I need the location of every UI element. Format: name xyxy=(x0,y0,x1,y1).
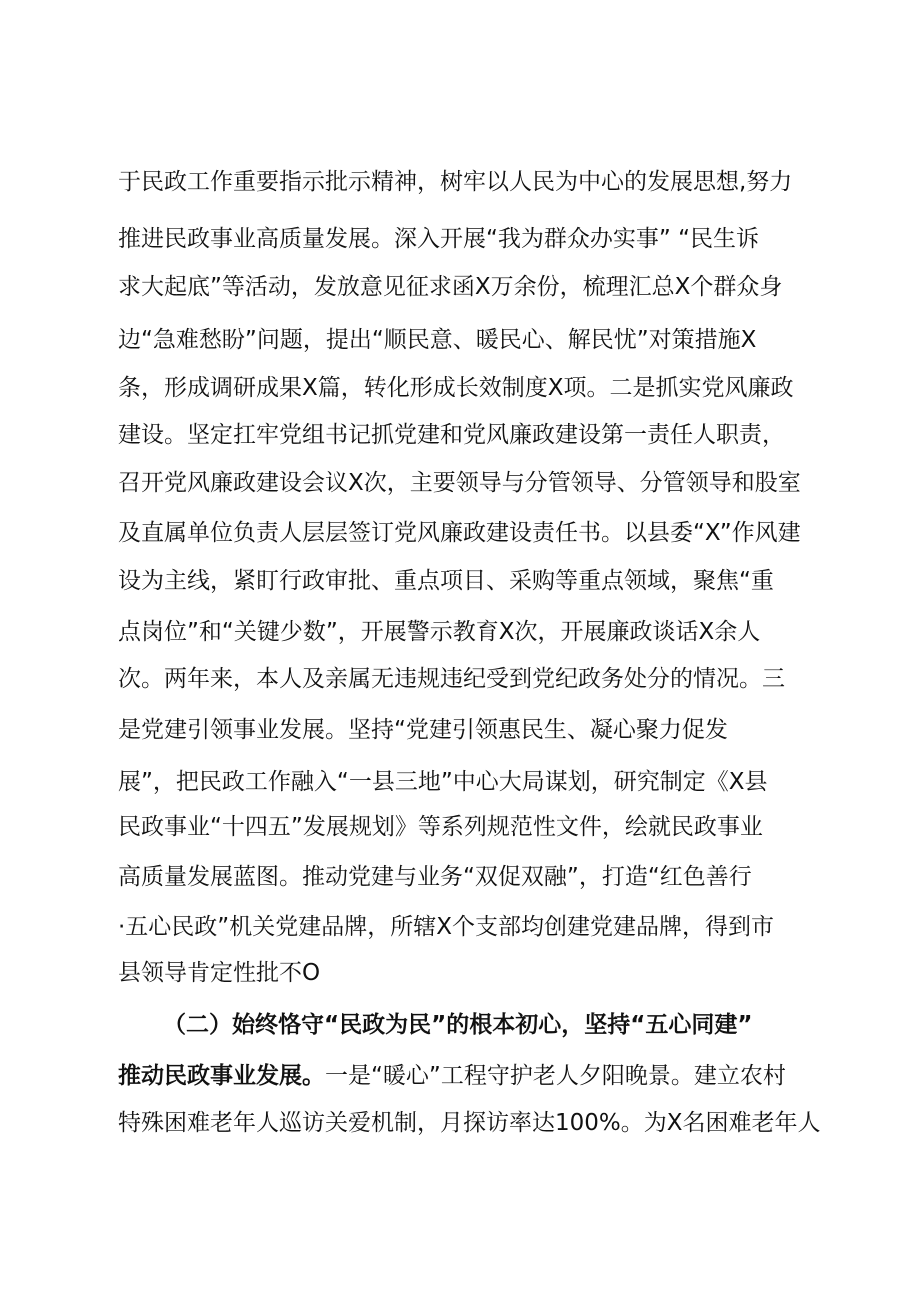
section-heading-bold-text: 推动民政事业发展。 xyxy=(118,1063,325,1089)
paragraph-line: 点岗位”和“关键少数”，开展警示教育X次，开展廉政谈话X余人 xyxy=(118,619,761,645)
paragraph-line: 推进民政事业高质量发展。深入开展“我为群众办实事” “民生诉 xyxy=(118,226,760,252)
paragraph-line: 设为主线，紧盯行政审批、重点项目、采购等重点领域，聚焦“重 xyxy=(118,568,774,594)
paragraph-line: 边“急难愁盼”问题，提出“顺民意、暖民心、解民忧”对策措施X xyxy=(118,327,757,353)
paragraph-line: 求大起底”等活动，发放意见征求函X万余份，梳理汇总X个群众身 xyxy=(118,274,783,300)
paragraph-line: 于民政工作重要指示批示精神，树牢以人民为中心的发展思想,努力 xyxy=(118,169,793,195)
paragraph-line: 次。两年来，本人及亲属无违规违纪受到党纪政务处分的情况。三 xyxy=(118,666,785,692)
paragraph-line: 条，形成调研成果X篇，转化形成长效制度X项。二是抓实党风廉政 xyxy=(118,375,794,401)
section-heading-line-1: （二）始终恪守“民政为民”的根本初心，坚持“五心同建” xyxy=(163,1012,753,1038)
paragraph-line: 及直属单位负责人层层签订党风廉政建设责任书。以县委“X”作风建 xyxy=(118,520,801,546)
paragraph-line: 特殊困难老年人巡访关爱机制，月探访率达100%。为X名困难老年人 xyxy=(118,1110,821,1136)
paragraph-line: 召开党风廉政建设会议X次，主要领导与分管领导、分管领导和股室 xyxy=(118,470,801,496)
paragraph-line: 建设。坚定扛牢党组书记抓党建和党风廉政建设第一责任人职责， xyxy=(118,422,785,448)
paragraph-line: 县领导肯定性批不O xyxy=(118,960,321,986)
section-body-text: 一是“暖心”工程守护老人夕阳晚景。建立农村 xyxy=(325,1063,786,1089)
paragraph-line: 展”，把民政工作融入“一县三地”中心大局谋划，研究制定《X县 xyxy=(118,769,768,795)
paragraph-line: 是党建引领事业发展。坚持“党建引领惠民生、凝心聚力促发 xyxy=(118,717,728,743)
paragraph-line: 高质量发展蓝图。推动党建与业务“双促双融”，打造“红色善行 xyxy=(118,864,752,890)
section-heading-line-2 xyxy=(118,1054,786,1098)
paragraph-line: ·五心民政”机关党建品牌，所辖X个支部均创建党建品牌，得到市 xyxy=(118,914,774,940)
paragraph-line: 民政事业“十四五”发展规划》等系列规范性文件，绘就民政事业 xyxy=(118,814,763,840)
